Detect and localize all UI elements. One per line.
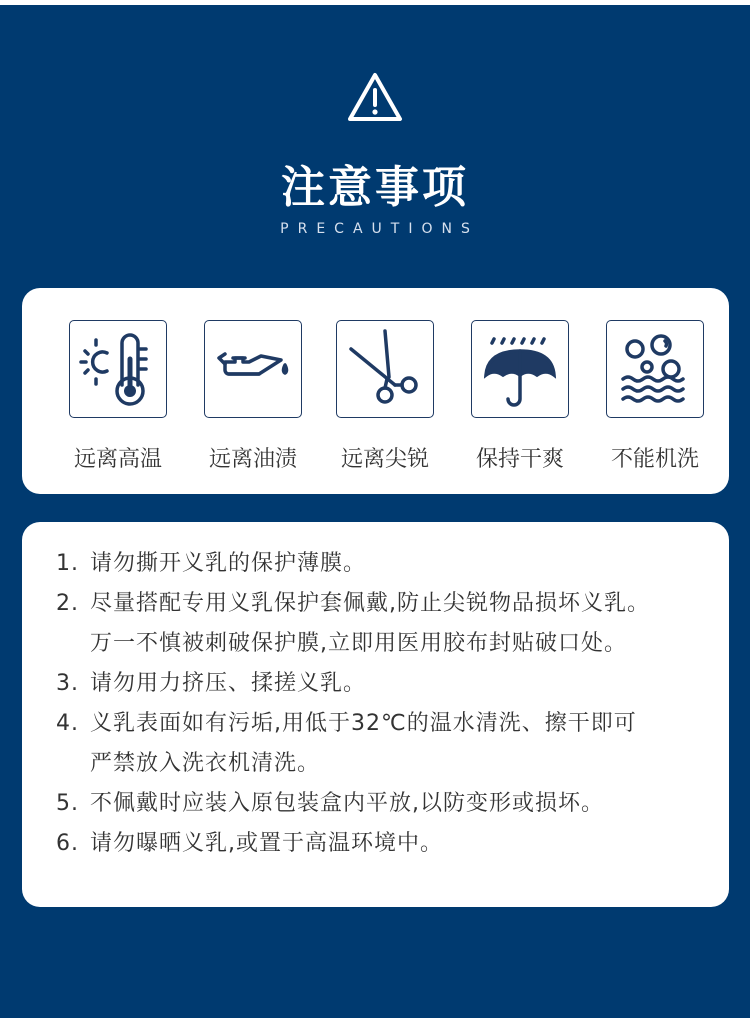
scissors-icon [343, 327, 427, 411]
page-title: 注意事项 [281, 162, 469, 213]
icon-frame [606, 320, 704, 418]
icon-label: 不能机洗 [610, 447, 699, 472]
icon-label: 远离高温 [73, 447, 162, 472]
list-item [56, 664, 650, 704]
icon-frame [471, 320, 569, 418]
icon-item-sharp [320, 320, 450, 473]
item-text: 请勿撕开义乳的保护薄膜。 [90, 551, 367, 576]
list-item-continuation [56, 624, 650, 664]
icons-card [22, 288, 729, 494]
list-item [56, 784, 650, 824]
icon-frame [204, 320, 302, 418]
page-subtitle: PRECAUTIONS [280, 221, 479, 237]
item-text: 请勿曝晒义乳,或置于高温环境中。 [90, 831, 443, 856]
item-text: 义乳表面如有污垢,用低于32℃的温水清洗、擦干即可 [90, 711, 637, 736]
warning-triangle-icon [347, 71, 403, 123]
precautions-list [56, 544, 650, 864]
list-item [56, 824, 650, 864]
icon-item-oil [188, 320, 318, 473]
thermometer-sun-icon [76, 327, 160, 411]
item-number: 3. [56, 671, 79, 696]
icon-label: 远离尖锐 [340, 447, 429, 472]
bubbles-water-icon [613, 327, 697, 411]
list-item-continuation [56, 744, 650, 784]
icon-frame [336, 320, 434, 418]
list-item [56, 544, 650, 584]
icon-label: 保持干爽 [475, 447, 564, 472]
item-text: 严禁放入洗衣机清洗。 [90, 751, 321, 776]
icon-item-no-machine-wash [590, 320, 720, 473]
list-item [56, 704, 650, 744]
icon-frame [69, 320, 167, 418]
item-text: 请勿用力挤压、揉搓义乳。 [90, 671, 367, 696]
item-text: 不佩戴时应装入原包装盒内平放,以防变形或损坏。 [90, 791, 604, 816]
icon-item-dry [455, 320, 585, 473]
umbrella-rain-icon [478, 327, 562, 411]
list-item [56, 584, 650, 624]
icon-item-heat [53, 320, 183, 473]
oil-can-icon [211, 327, 295, 411]
item-number: 5. [56, 791, 79, 816]
item-text: 万一不慎被刺破保护膜,立即用医用胶布封贴破口处。 [90, 631, 627, 656]
item-number: 6. [56, 831, 79, 856]
item-text: 尽量搭配专用义乳保护套佩戴,防止尖锐物品损坏义乳。 [90, 591, 650, 616]
item-number: 4. [56, 711, 79, 736]
item-number: 2. [56, 591, 79, 616]
icon-label: 远离油渍 [208, 447, 297, 472]
precautions-card [22, 522, 729, 907]
item-number: 1. [56, 551, 79, 576]
